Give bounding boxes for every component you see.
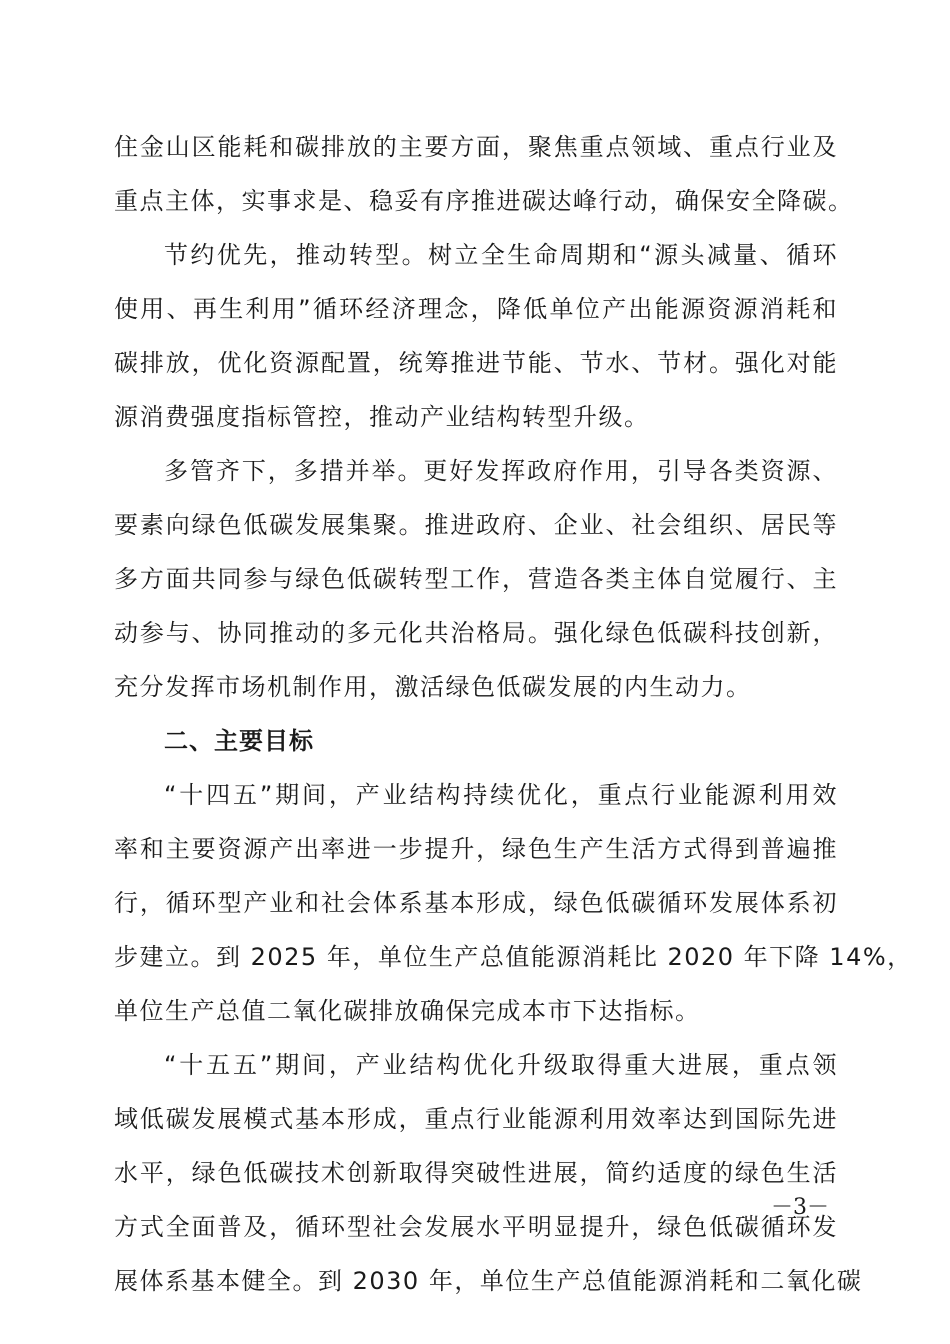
text-line: 源消费强度指标管控，推动产业结构转型升级。 — [114, 403, 650, 431]
text-line: 重点主体，实事求是、稳妥有序推进碳达峰行动，确保安全降碳。 — [114, 187, 854, 215]
text-line: 住金山区能耗和碳排放的主要方面，聚焦重点领域、重点行业及 — [114, 133, 838, 161]
text-line: 步建立。到 2025 年，单位生产总值能源消耗比 2020 年下降 14%， — [114, 943, 913, 971]
paragraph-start-line: 多管齐下，多措并举。更好发挥政府作用，引导各类资源、 — [164, 457, 838, 485]
text-line: 动参与、协同推动的多元化共治格局。强化绿色低碳科技创新， — [114, 619, 838, 647]
text-line: 使用、再生利用”循环经济理念，降低单位产出能源资源消耗和 — [114, 295, 838, 323]
text-line: 展体系基本健全。到 2030 年，单位生产总值能源消耗和二氧化碳 — [114, 1267, 863, 1295]
text-line: 方式全面普及，循环型社会发展水平明显提升，绿色低碳循环发 — [114, 1213, 838, 1241]
paragraph-start-line: 节约优先，推动转型。树立全生命周期和“源头减量、循环 — [164, 241, 838, 269]
text-line: 碳排放，优化资源配置，统筹推进节能、节水、节材。强化对能 — [114, 349, 838, 377]
text-line: 要素向绿色低碳发展集聚。推进政府、企业、社会组织、居民等 — [114, 511, 838, 539]
text-line: 域低碳发展模式基本形成，重点行业能源利用效率达到国际先进 — [114, 1105, 838, 1133]
section-heading: 二、主要目标 — [164, 727, 314, 755]
document-body — [114, 120, 913, 1308]
text-line: 水平，绿色低碳技术创新取得突破性进展，简约适度的绿色生活 — [114, 1159, 838, 1187]
paragraph-start-line: “十四五”期间，产业结构持续优化，重点行业能源利用效 — [164, 781, 838, 809]
text-line: 单位生产总值二氧化碳排放确保完成本市下达指标。 — [114, 997, 701, 1025]
text-line: 率和主要资源产出率进一步提升，绿色生产生活方式得到普遍推 — [114, 835, 838, 863]
text-line: 行，循环型产业和社会体系基本形成，绿色低碳循环发展体系初 — [114, 889, 838, 917]
paragraph-start-line: “十五五”期间，产业结构优化升级取得重大进展，重点领 — [164, 1051, 838, 1079]
text-line: 多方面共同参与绿色低碳转型工作，营造各类主体自觉履行、主 — [114, 565, 838, 593]
text-line: 充分发挥市场机制作用，激活绿色低碳发展的内生动力。 — [114, 673, 752, 701]
page-number: －3－ — [771, 1195, 829, 1220]
